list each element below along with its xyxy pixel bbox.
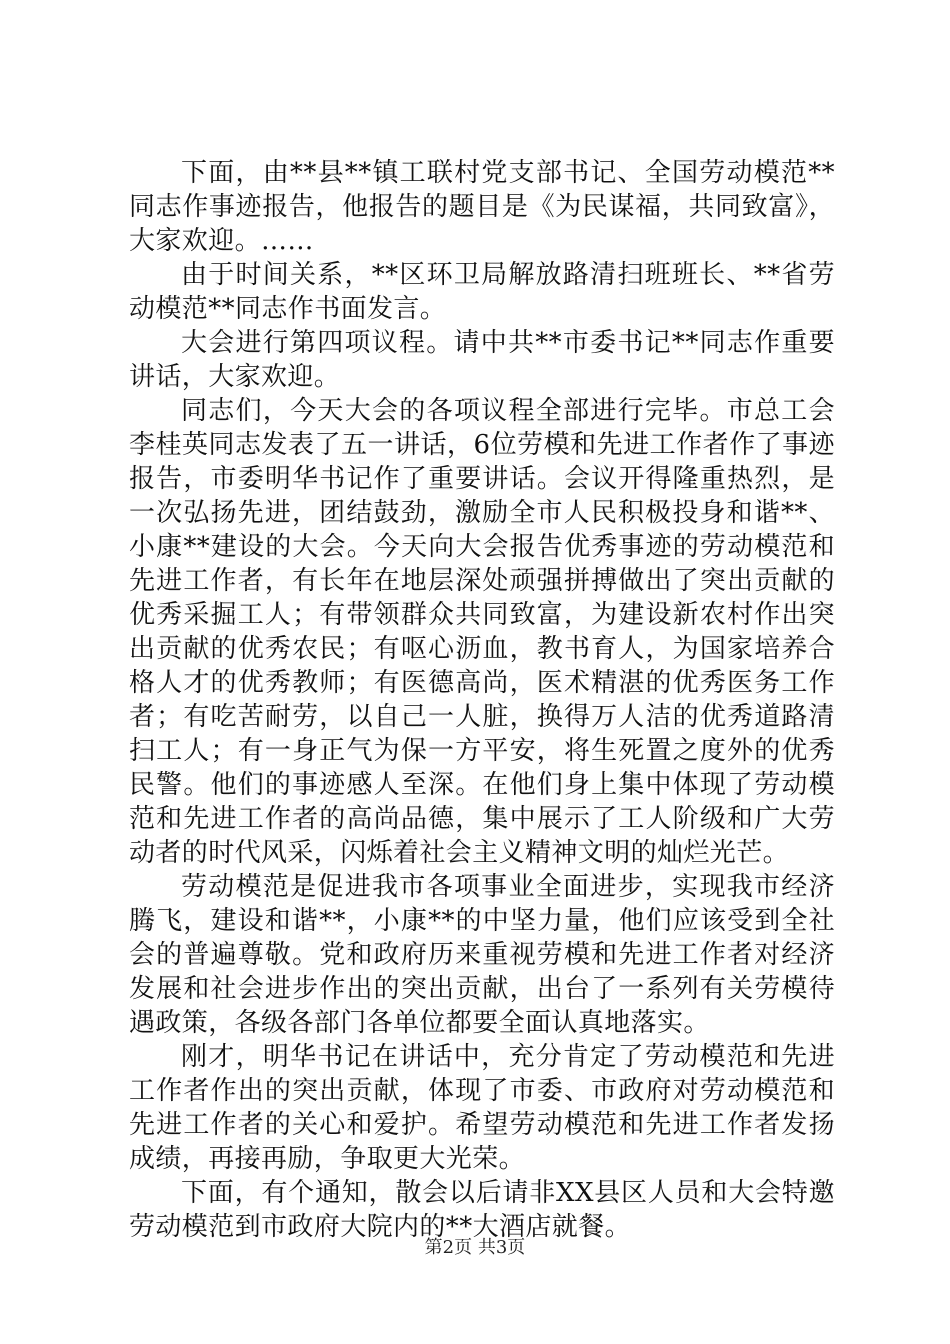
page-footer: 第2页 共3页 [424, 1237, 526, 1258]
paragraph: 大会进行第四项议程。请中共**市委书记**同志作重要讲话，大家欢迎。 [129, 328, 835, 392]
paragraph: 刚才，明华书记在讲话中，充分肯定了劳动模范和先进工作者作出的突出贡献，体现了市委、市政府对劳动模范和先进工作者的关心和爱护。希望劳动模范和先进工作者发扬成绩，再接再励，争取更大光荣。 [129, 1042, 835, 1174]
paragraph: 下面，由**县**镇工联村党支部书记、全国劳动模范**同志作事迹报告，他报告的题目是《为民谋福，共同致富》，大家欢迎。…… [129, 158, 835, 256]
paragraph: 同志们，今天大会的各项议程全部进行完毕。市总工会李桂英同志发表了五一讲话，6位劳模和先进工作者作了事迹报告，市委明华书记作了重要讲话。会议开得隆重热烈，是一次弘扬先进，团结鼓劲，激励全市人民积极投身和谐**、小康**建设的大会。今天向大会报告优秀事迹的劳动模范和先进工作者，有长年在地层深处顽强拼搏做出了突出贡献的优秀采掘工人；有带领群众共同致富，为建设新农村作出突出贡献的优秀农民；有呕心沥血，教书育人，为国家培养合格人才的优秀教师；有医德高尚，医术精湛的优秀医务工作者；有吃苦耐劳，以自己一人脏，换得万人洁的优秀道路清扫工人；有一身正气为保一方平安，将生死置之度外的优秀民警。他们的事迹感人至深。在他们身上集中体现了劳动模范和先进工作者的高尚品德，集中展示了工人阶级和广大劳动者的时代风采，闪烁着社会主义精神文明的灿烂光芒。 [129, 396, 835, 868]
paragraph: 由于时间关系，**区环卫局解放路清扫班班长、**省劳动模范**同志作书面发言。 [129, 260, 835, 324]
document-body [129, 156, 835, 1244]
paragraph: 下面，有个通知，散会以后请非XX县区人员和大会特邀劳动模范到市政府大院内的**大酒店就餐。 [129, 1178, 835, 1242]
paragraph: 劳动模范是促进我市各项事业全面进步，实现我市经济腾飞，建设和谐**，小康**的中坚力量，他们应该受到全社会的普遍尊敬。党和政府历来重视劳模和先进工作者对经济发展和社会进步作出的突出贡献，出台了一系列有关劳模待遇政策，各级各部门各单位都要全面认真地落实。 [129, 872, 835, 1038]
